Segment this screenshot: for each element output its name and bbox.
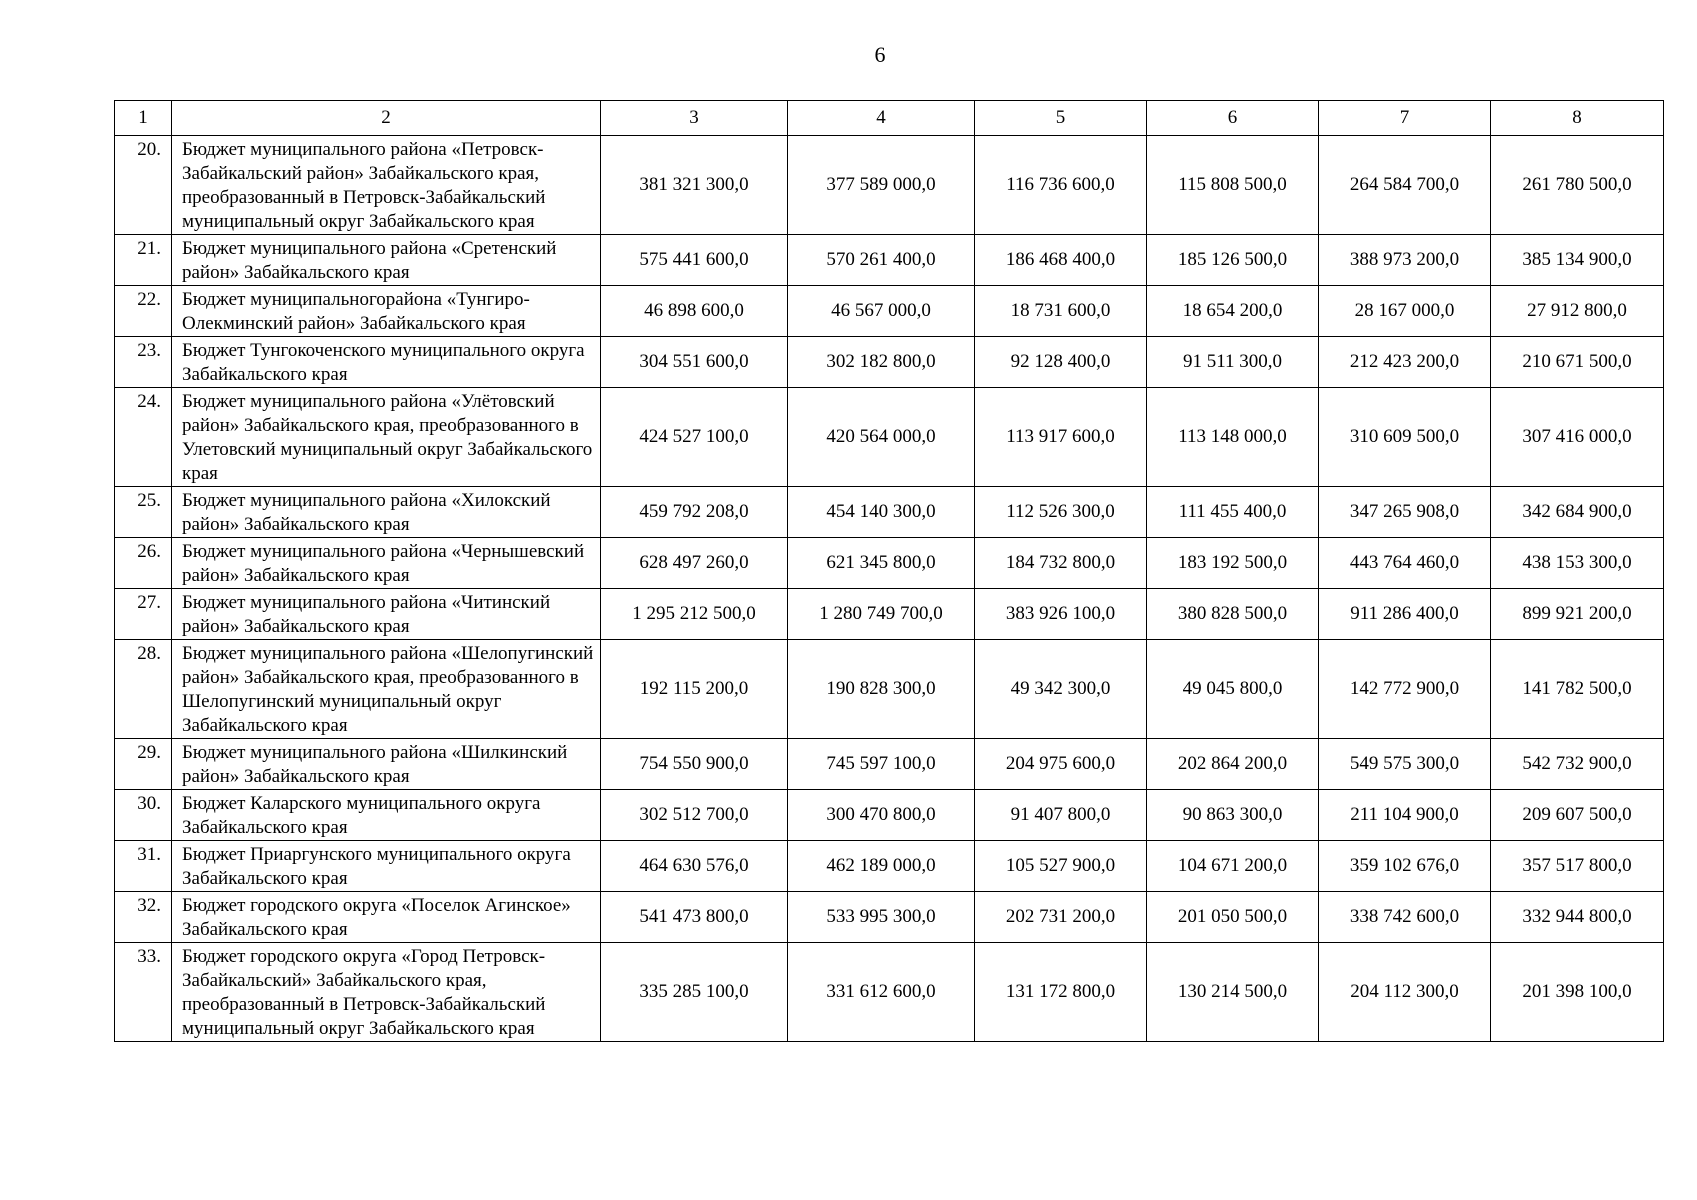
amount-cell: 115 808 500,0 bbox=[1147, 136, 1319, 235]
amount-cell: 462 189 000,0 bbox=[788, 841, 975, 892]
budget-name: Бюджет муниципального района «Шелопугинский район» Забайкальского края, преобразованного в Шелопугинский муниципальный округ Забайкальского края bbox=[172, 640, 601, 739]
amount-cell: 357 517 800,0 bbox=[1491, 841, 1664, 892]
amount-cell: 1 295 212 500,0 bbox=[601, 589, 788, 640]
row-number: 32. bbox=[115, 892, 172, 943]
table-row bbox=[115, 589, 1664, 640]
amount-cell: 116 736 600,0 bbox=[975, 136, 1147, 235]
amount-cell: 347 265 908,0 bbox=[1319, 487, 1491, 538]
amount-cell: 18 654 200,0 bbox=[1147, 286, 1319, 337]
amount-cell: 201 050 500,0 bbox=[1147, 892, 1319, 943]
budget-name: Бюджет муниципального района «Шилкинский район» Забайкальского края bbox=[172, 739, 601, 790]
amount-cell: 211 104 900,0 bbox=[1319, 790, 1491, 841]
amount-cell: 104 671 200,0 bbox=[1147, 841, 1319, 892]
amount-cell: 541 473 800,0 bbox=[601, 892, 788, 943]
amount-cell: 91 511 300,0 bbox=[1147, 337, 1319, 388]
row-number: 23. bbox=[115, 337, 172, 388]
table-row bbox=[115, 136, 1664, 235]
amount-cell: 28 167 000,0 bbox=[1319, 286, 1491, 337]
amount-cell: 209 607 500,0 bbox=[1491, 790, 1664, 841]
budget-name: Бюджет городского округа «Поселок Агинское» Забайкальского края bbox=[172, 892, 601, 943]
amount-cell: 90 863 300,0 bbox=[1147, 790, 1319, 841]
amount-cell: 304 551 600,0 bbox=[601, 337, 788, 388]
amount-cell: 342 684 900,0 bbox=[1491, 487, 1664, 538]
amount-cell: 745 597 100,0 bbox=[788, 739, 975, 790]
amount-cell: 183 192 500,0 bbox=[1147, 538, 1319, 589]
amount-cell: 302 512 700,0 bbox=[601, 790, 788, 841]
amount-cell: 549 575 300,0 bbox=[1319, 739, 1491, 790]
row-number: 28. bbox=[115, 640, 172, 739]
amount-cell: 302 182 800,0 bbox=[788, 337, 975, 388]
amount-cell: 381 321 300,0 bbox=[601, 136, 788, 235]
budget-name: Бюджет муниципальногорайона «Тунгиро-Олекминский район» Забайкальского края bbox=[172, 286, 601, 337]
amount-cell: 377 589 000,0 bbox=[788, 136, 975, 235]
amount-cell: 570 261 400,0 bbox=[788, 235, 975, 286]
table-row bbox=[115, 739, 1664, 790]
row-number: 30. bbox=[115, 790, 172, 841]
budget-name: Бюджет муниципального района «Хилокский район» Забайкальского края bbox=[172, 487, 601, 538]
budget-name: Бюджет Приаргунского муниципального округа Забайкальского края bbox=[172, 841, 601, 892]
table-row bbox=[115, 841, 1664, 892]
amount-cell: 575 441 600,0 bbox=[601, 235, 788, 286]
amount-cell: 46 898 600,0 bbox=[601, 286, 788, 337]
amount-cell: 204 112 300,0 bbox=[1319, 943, 1491, 1042]
amount-cell: 190 828 300,0 bbox=[788, 640, 975, 739]
budget-name: Бюджет Тунгокоченского муниципального округа Забайкальского края bbox=[172, 337, 601, 388]
amount-cell: 27 912 800,0 bbox=[1491, 286, 1664, 337]
budget-name: Бюджет муниципального района «Сретенский район» Забайкальского края bbox=[172, 235, 601, 286]
amount-cell: 533 995 300,0 bbox=[788, 892, 975, 943]
amount-cell: 204 975 600,0 bbox=[975, 739, 1147, 790]
amount-cell: 111 455 400,0 bbox=[1147, 487, 1319, 538]
budget-name: Бюджет городского округа «Город Петровск- Забайкальский» Забайкальского края, преобразованный в Петровск-Забайкальский муниципальный округ Забайкальского края bbox=[172, 943, 601, 1042]
amount-cell: 621 345 800,0 bbox=[788, 538, 975, 589]
budget-name: Бюджет муниципального района «Чернышевский район» Забайкальского края bbox=[172, 538, 601, 589]
table-row bbox=[115, 337, 1664, 388]
amount-cell: 385 134 900,0 bbox=[1491, 235, 1664, 286]
amount-cell: 542 732 900,0 bbox=[1491, 739, 1664, 790]
column-header: 8 bbox=[1491, 101, 1664, 136]
amount-cell: 202 864 200,0 bbox=[1147, 739, 1319, 790]
amount-cell: 424 527 100,0 bbox=[601, 388, 788, 487]
amount-cell: 338 742 600,0 bbox=[1319, 892, 1491, 943]
amount-cell: 141 782 500,0 bbox=[1491, 640, 1664, 739]
table-row bbox=[115, 388, 1664, 487]
amount-cell: 212 423 200,0 bbox=[1319, 337, 1491, 388]
amount-cell: 754 550 900,0 bbox=[601, 739, 788, 790]
column-number-header-row bbox=[115, 101, 1664, 136]
row-number: 27. bbox=[115, 589, 172, 640]
amount-cell: 264 584 700,0 bbox=[1319, 136, 1491, 235]
amount-cell: 420 564 000,0 bbox=[788, 388, 975, 487]
amount-cell: 202 731 200,0 bbox=[975, 892, 1147, 943]
amount-cell: 628 497 260,0 bbox=[601, 538, 788, 589]
amount-cell: 46 567 000,0 bbox=[788, 286, 975, 337]
row-number: 24. bbox=[115, 388, 172, 487]
amount-cell: 443 764 460,0 bbox=[1319, 538, 1491, 589]
budget-name: Бюджет муниципального района «Улётовский район» Забайкальского края, преобразованного в Улетовский муниципальный округ Забайкальского края bbox=[172, 388, 601, 487]
column-header: 5 bbox=[975, 101, 1147, 136]
budget-name: Бюджет муниципального района «Читинский район» Забайкальского края bbox=[172, 589, 601, 640]
row-number: 22. bbox=[115, 286, 172, 337]
amount-cell: 1 280 749 700,0 bbox=[788, 589, 975, 640]
amount-cell: 454 140 300,0 bbox=[788, 487, 975, 538]
row-number: 33. bbox=[115, 943, 172, 1042]
amount-cell: 113 148 000,0 bbox=[1147, 388, 1319, 487]
amount-cell: 18 731 600,0 bbox=[975, 286, 1147, 337]
amount-cell: 130 214 500,0 bbox=[1147, 943, 1319, 1042]
amount-cell: 310 609 500,0 bbox=[1319, 388, 1491, 487]
amount-cell: 49 342 300,0 bbox=[975, 640, 1147, 739]
table-row bbox=[115, 235, 1664, 286]
row-number: 31. bbox=[115, 841, 172, 892]
amount-cell: 131 172 800,0 bbox=[975, 943, 1147, 1042]
amount-cell: 383 926 100,0 bbox=[975, 589, 1147, 640]
amount-cell: 464 630 576,0 bbox=[601, 841, 788, 892]
amount-cell: 91 407 800,0 bbox=[975, 790, 1147, 841]
amount-cell: 261 780 500,0 bbox=[1491, 136, 1664, 235]
amount-cell: 335 285 100,0 bbox=[601, 943, 788, 1042]
column-header: 7 bbox=[1319, 101, 1491, 136]
table-row bbox=[115, 943, 1664, 1042]
amount-cell: 359 102 676,0 bbox=[1319, 841, 1491, 892]
amount-cell: 899 921 200,0 bbox=[1491, 589, 1664, 640]
row-number: 21. bbox=[115, 235, 172, 286]
column-header: 2 bbox=[172, 101, 601, 136]
row-number: 26. bbox=[115, 538, 172, 589]
amount-cell: 332 944 800,0 bbox=[1491, 892, 1664, 943]
amount-cell: 49 045 800,0 bbox=[1147, 640, 1319, 739]
column-header: 1 bbox=[115, 101, 172, 136]
amount-cell: 201 398 100,0 bbox=[1491, 943, 1664, 1042]
amount-cell: 185 126 500,0 bbox=[1147, 235, 1319, 286]
table-row bbox=[115, 640, 1664, 739]
table-row bbox=[115, 538, 1664, 589]
table-row bbox=[115, 286, 1664, 337]
row-number: 29. bbox=[115, 739, 172, 790]
amount-cell: 459 792 208,0 bbox=[601, 487, 788, 538]
amount-cell: 112 526 300,0 bbox=[975, 487, 1147, 538]
amount-cell: 388 973 200,0 bbox=[1319, 235, 1491, 286]
amount-cell: 105 527 900,0 bbox=[975, 841, 1147, 892]
amount-cell: 92 128 400,0 bbox=[975, 337, 1147, 388]
column-header: 6 bbox=[1147, 101, 1319, 136]
page-number: 6 bbox=[874, 42, 886, 67]
amount-cell: 911 286 400,0 bbox=[1319, 589, 1491, 640]
amount-cell: 438 153 300,0 bbox=[1491, 538, 1664, 589]
amount-cell: 192 115 200,0 bbox=[601, 640, 788, 739]
budget-name: Бюджет муниципального района «Петровск- Забайкальский район» Забайкальского края, преобразованный в Петровск-Забайкальский муниципальный округ Забайкальского края bbox=[172, 136, 601, 235]
amount-cell: 331 612 600,0 bbox=[788, 943, 975, 1042]
row-number: 20. bbox=[115, 136, 172, 235]
row-number: 25. bbox=[115, 487, 172, 538]
budget-name: Бюджет Каларского муниципального округа Забайкальского края bbox=[172, 790, 601, 841]
amount-cell: 113 917 600,0 bbox=[975, 388, 1147, 487]
amount-cell: 186 468 400,0 bbox=[975, 235, 1147, 286]
amount-cell: 300 470 800,0 bbox=[788, 790, 975, 841]
column-header: 3 bbox=[601, 101, 788, 136]
amount-cell: 142 772 900,0 bbox=[1319, 640, 1491, 739]
table-row bbox=[115, 487, 1664, 538]
column-header: 4 bbox=[788, 101, 975, 136]
budget-table bbox=[114, 100, 1664, 1042]
amount-cell: 210 671 500,0 bbox=[1491, 337, 1664, 388]
amount-cell: 184 732 800,0 bbox=[975, 538, 1147, 589]
table-row bbox=[115, 790, 1664, 841]
amount-cell: 380 828 500,0 bbox=[1147, 589, 1319, 640]
table-row bbox=[115, 892, 1664, 943]
amount-cell: 307 416 000,0 bbox=[1491, 388, 1664, 487]
